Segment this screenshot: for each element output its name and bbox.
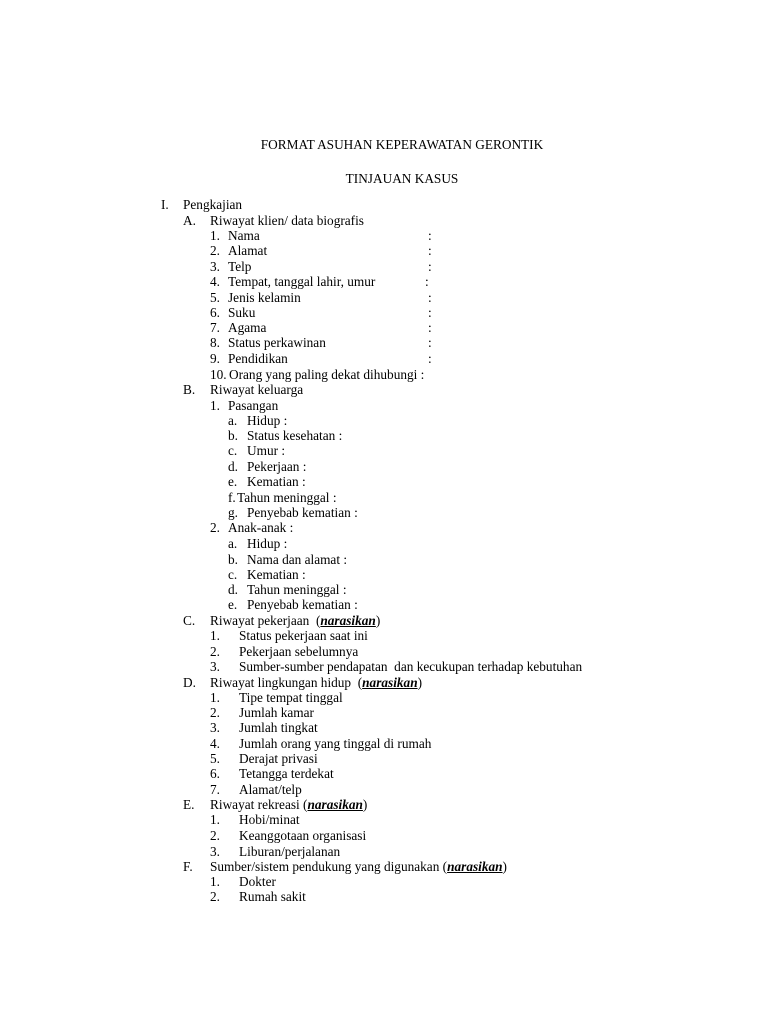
subsection-heading: Sumber/sistem pendukung yang digunakan	[210, 859, 440, 874]
item-number: 2.	[210, 520, 220, 535]
close-paren: )	[362, 797, 368, 812]
close-paren: )	[417, 675, 423, 690]
item-label: Sumber-sumber pendapatan dan kecukupan terhadap kebutuhan	[239, 659, 583, 674]
item-letter: c.	[228, 567, 238, 582]
item-number: 3.	[210, 659, 220, 674]
narasikan-note: narasikan	[307, 797, 363, 812]
subsection-marker: D.	[183, 675, 196, 690]
item-label: Kematian :	[247, 474, 306, 489]
item-label: Tipe tempat tinggal	[239, 690, 343, 705]
narasikan-note: narasikan	[362, 675, 418, 690]
narasikan-note: narasikan	[447, 859, 503, 874]
item-number: 1.	[210, 228, 220, 243]
item-number: 5.	[210, 751, 220, 766]
item-label: Pekerjaan sebelumnya	[239, 644, 359, 659]
item-label: Agama	[228, 320, 267, 335]
item-label: Telp	[228, 259, 252, 274]
item-label: Hidup :	[247, 536, 288, 551]
item-colon: :	[428, 259, 432, 274]
item-number: 3.	[210, 720, 220, 735]
subsection-heading-line	[210, 613, 380, 629]
subsection-marker: A.	[183, 213, 196, 228]
item-number: 5.	[210, 290, 220, 305]
item-number: 7.	[210, 320, 220, 335]
open-paren: (	[351, 675, 363, 690]
item-label: Liburan/perjalanan	[239, 844, 341, 859]
item-number: 1.	[210, 812, 220, 827]
item-label: Anak-anak :	[228, 520, 294, 535]
item-number: 9.	[210, 351, 220, 366]
subsection-heading-line	[210, 859, 507, 875]
subsection-heading: Riwayat klien/ data biografis	[210, 213, 364, 228]
item-label: Orang yang paling dekat dihubungi :	[229, 367, 425, 382]
item-letter: b.	[228, 552, 238, 567]
item-colon: :	[428, 243, 432, 258]
item-label: Nama	[228, 228, 260, 243]
item-label: Jenis kelamin	[228, 290, 301, 305]
item-number: 1.	[210, 398, 220, 413]
item-number: 2.	[210, 889, 220, 904]
item-label: Status pekerjaan saat ini	[239, 628, 368, 643]
close-paren: )	[375, 613, 381, 628]
item-label: Tahun meninggal :	[237, 490, 337, 505]
item-letter: d.	[228, 459, 238, 474]
item-letter: c.	[228, 443, 238, 458]
item-label: Penyebab kematian :	[247, 597, 358, 612]
item-letter: g.	[228, 505, 238, 520]
item-colon: :	[428, 305, 432, 320]
item-label: Pendidikan	[228, 351, 288, 366]
document-subtitle: TINJAUAN KASUS	[345, 171, 459, 186]
item-number: 2.	[210, 644, 220, 659]
item-letter: a.	[228, 536, 238, 551]
item-letter: e.	[228, 597, 238, 612]
subsection-heading: Riwayat rekreasi	[210, 797, 300, 812]
item-letter: f.	[228, 490, 236, 505]
item-letter: e.	[228, 474, 238, 489]
narasikan-note: narasikan	[320, 613, 376, 628]
section-marker: I.	[161, 197, 169, 212]
item-label: Pekerjaan :	[247, 459, 307, 474]
item-label: Keanggotaan organisasi	[239, 828, 367, 843]
item-colon: :	[428, 335, 432, 350]
item-label: Umur :	[247, 443, 286, 458]
item-label: Pasangan	[228, 398, 279, 413]
item-number: 1.	[210, 690, 220, 705]
item-number: 10.	[210, 367, 227, 382]
section-heading: Pengkajian	[183, 197, 243, 212]
item-number: 7.	[210, 782, 220, 797]
item-label: Suku	[228, 305, 256, 320]
item-label: Penyebab kematian :	[247, 505, 358, 520]
document-title: FORMAT ASUHAN KEPERAWATAN GERONTIK	[260, 137, 544, 152]
item-letter: a.	[228, 413, 238, 428]
subsection-marker: E.	[183, 797, 195, 812]
subsection-heading: Riwayat keluarga	[210, 382, 304, 397]
item-number: 2.	[210, 705, 220, 720]
open-paren: (	[299, 797, 308, 812]
item-colon: :	[428, 228, 432, 243]
close-paren: )	[502, 859, 507, 874]
item-label: Rumah sakit	[239, 889, 306, 904]
item-label: Nama dan alamat :	[247, 552, 348, 567]
item-colon: :	[428, 351, 432, 366]
subsection-heading-line	[210, 797, 367, 813]
item-label: Jumlah tingkat	[239, 720, 318, 735]
item-number: 6.	[210, 766, 220, 781]
open-paren: (	[439, 859, 448, 874]
item-colon: :	[425, 274, 429, 289]
item-number: 2.	[210, 828, 220, 843]
item-label: Dokter	[239, 874, 276, 889]
item-label: Hobi/minat	[239, 812, 300, 827]
item-letter: b.	[228, 428, 238, 443]
item-number: 1.	[210, 874, 220, 889]
item-label: Tetangga terdekat	[239, 766, 334, 781]
subsection-marker: F.	[183, 859, 193, 874]
item-colon: :	[428, 290, 432, 305]
item-number: 1.	[210, 628, 220, 643]
item-colon: :	[428, 320, 432, 335]
subsection-heading: Riwayat pekerjaan	[210, 613, 310, 628]
subsection-heading-line	[210, 675, 422, 691]
item-number: 8.	[210, 335, 220, 350]
item-number: 2.	[210, 243, 220, 258]
item-number: 4.	[210, 274, 220, 289]
item-label: Tempat, tanggal lahir, umur	[228, 274, 376, 289]
item-label: Hidup :	[247, 413, 288, 428]
item-number: 3.	[210, 259, 220, 274]
item-letter: d.	[228, 582, 238, 597]
item-label: Status kesehatan :	[247, 428, 343, 443]
item-label: Kematian :	[247, 567, 306, 582]
item-label: Alamat/telp	[239, 782, 302, 797]
item-number: 3.	[210, 844, 220, 859]
item-number: 6.	[210, 305, 220, 320]
item-label: Alamat	[228, 243, 268, 258]
item-label: Status perkawinan	[228, 335, 326, 350]
subsection-marker: B.	[183, 382, 196, 397]
item-number: 4.	[210, 736, 220, 751]
item-label: Jumlah kamar	[239, 705, 314, 720]
item-label: Derajat privasi	[239, 751, 318, 766]
subsection-marker: C.	[183, 613, 196, 628]
open-paren: (	[309, 613, 321, 628]
item-label: Jumlah orang yang tinggal di rumah	[239, 736, 432, 751]
subsection-heading: Riwayat lingkungan hidup	[210, 675, 352, 690]
item-label: Tahun meninggal :	[247, 582, 347, 597]
